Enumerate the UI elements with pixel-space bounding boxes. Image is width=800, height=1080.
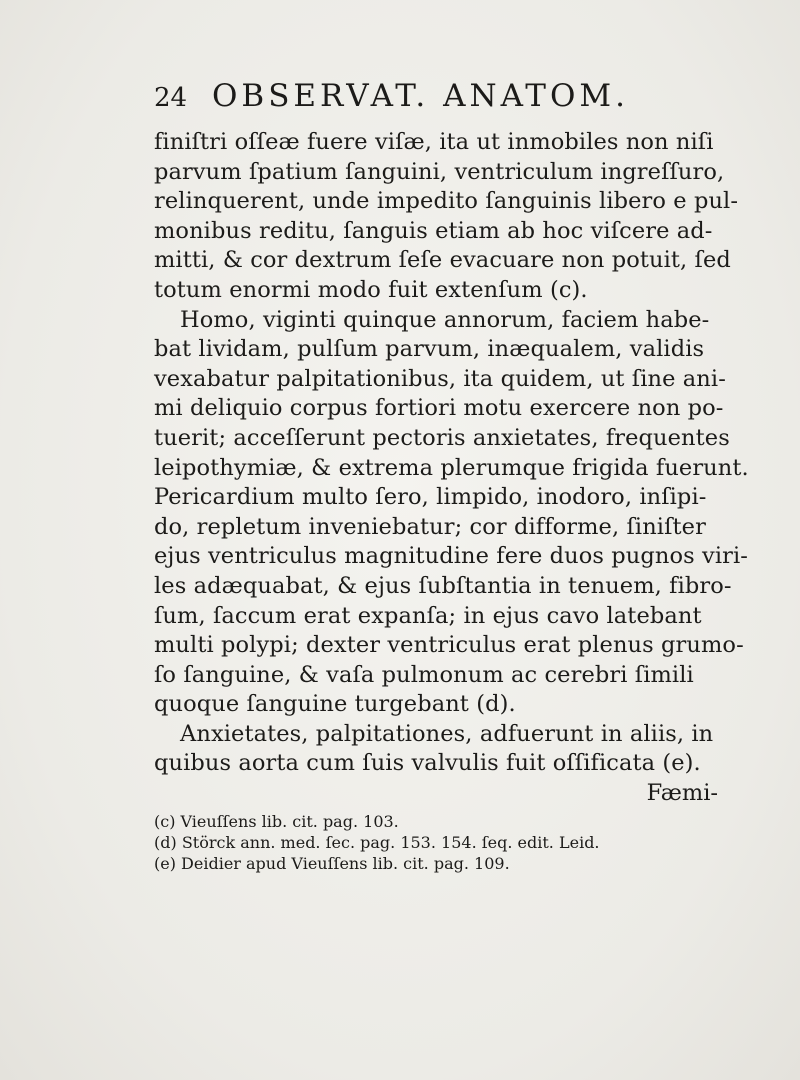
page-number: 24 <box>154 83 188 113</box>
text-line: Homo, viginti quinque annorum, faciem habe- <box>180 306 710 333</box>
page-header <box>154 78 710 114</box>
text-lines <box>154 128 749 779</box>
text-line: mitti, & cor dextrum ſeſe evacuare non potuit, ſed <box>154 247 731 274</box>
running-head: OBSERVAT. ANATOM. <box>212 78 629 114</box>
text-line: multi polypi; dexter ventriculus erat plenus grumo- <box>154 632 744 659</box>
catchword: Fæmi- <box>646 780 718 807</box>
text-line: ſo ſanguine, & vaſa pulmonum ac cerebri ſimili <box>154 661 694 688</box>
text-line: tuerit; acceſſerunt pectoris anxietates, frequentes <box>154 424 730 451</box>
text-line: finiſtri oſſeæ fuere viſæ, ita ut inmobiles non niſi <box>154 129 714 155</box>
text-line: monibus reditu, ſanguis etiam ab hoc viſcere ad- <box>154 217 713 244</box>
text-line: vexabatur palpitationibus, ita quidem, ut ſine ani- <box>154 365 726 392</box>
text-line: Anxietates, palpitationes, adfuerunt in aliis, in <box>180 720 714 747</box>
text-line: do, repletum inveniebatur; cor difforme, ſiniſter <box>154 513 706 540</box>
text-line: ſum, ſaccum erat expanſa; in ejus cavo latebant <box>154 602 702 629</box>
text-line: quibus aorta cum ſuis valvulis fuit oſſificata (e). <box>154 750 701 777</box>
text-line: les adæquabat, & ejus ſubſtantia in tenuem, fibro- <box>154 572 732 599</box>
footnote: (c) Vieuſſens lib. cit. pag. 103. <box>154 811 399 831</box>
body-text <box>154 128 749 874</box>
text-line: ejus ventriculus magnitudine fere duos pugnos viri- <box>154 543 748 570</box>
text-line: relinquerent, unde impedito ſanguinis libero e pul- <box>154 188 739 215</box>
text-line: bat lividam, pulſum parvum, inæqualem, validis <box>154 336 705 363</box>
text-line: parvum ſpatium ſanguini, ventriculum ingreſſuro, <box>154 158 725 185</box>
text-line: mi deliquio corpus fortiori motu exercere non po- <box>154 395 724 422</box>
text-line: leipothymiæ, & extrema plerumque frigida fuerunt. <box>154 454 749 481</box>
footnote: (d) Störck ann. med. ſec. pag. 153. 154. ſeq. edit. Leid. <box>154 832 600 852</box>
text-line: Pericardium multo ſero, limpido, inodoro, inſipi- <box>154 484 707 511</box>
text-line: totum enormi modo fuit extenſum (c). <box>154 276 588 303</box>
footnote: (e) Deidier apud Vieuſſens lib. cit. pag. 109. <box>154 853 510 873</box>
text-line: quoque ſanguine turgebant (d). <box>154 691 516 718</box>
footnotes <box>154 811 722 874</box>
